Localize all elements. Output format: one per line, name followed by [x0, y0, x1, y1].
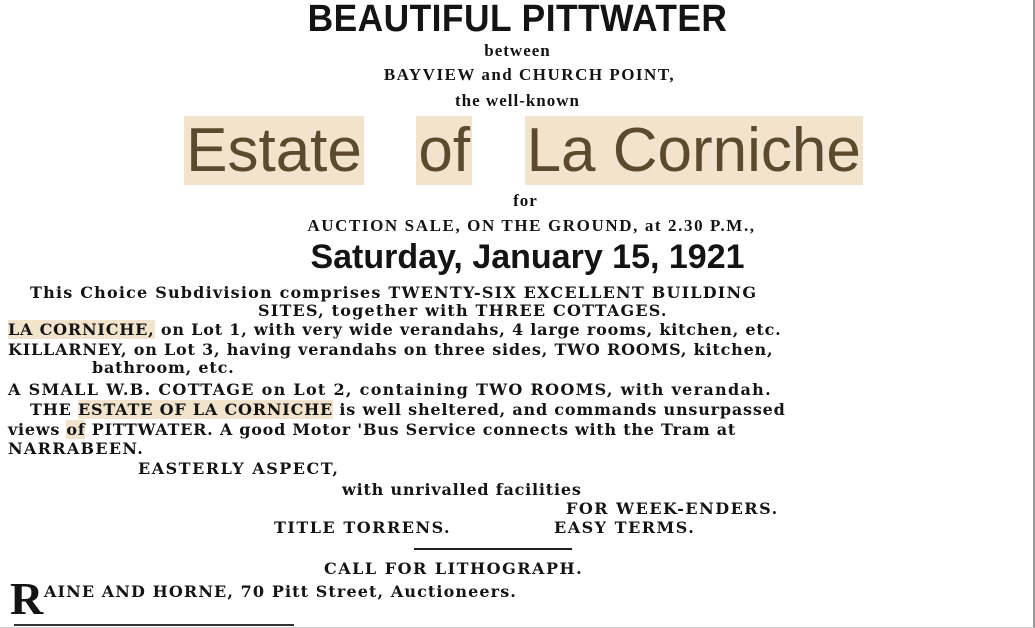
cottage-small-wb: A SMALL W.B. COTTAGE on Lot 2, containing TWO ROOMS, with verandah. [8, 380, 772, 399]
auctioneer-drop-cap: R [10, 573, 44, 624]
estate-title-words-la-corniche: La Corniche [526, 116, 861, 185]
cottage-la-corniche-desc: on Lot 1, with very wide verandahs, 4 large rooms, kitchen, etc. [154, 320, 782, 339]
auctioneer-text: AINE AND HORNE, 70 Pitt Street, Auctioneers. [44, 582, 517, 601]
narrabeen-text: NARRABEEN. [8, 439, 145, 458]
cottage-la-corniche-name: LA CORNICHE, [8, 320, 155, 339]
sheltered-pre: THE [30, 400, 78, 419]
for-text: for [513, 191, 538, 210]
auction-text: AUCTION SALE, ON THE GROUND, at 2.30 P.M., [307, 216, 756, 235]
cottage-killarney-line-1: KILLARNEY, on Lot 3, having verandahs on three sides, TWO ROOMS, kitchen, [8, 340, 774, 359]
easy-terms-text: EASY TERMS. [554, 518, 696, 537]
views-post: PITTWATER. A good Motor 'Bus Service connects with the Tram at [85, 420, 737, 439]
call-lithograph-text: CALL FOR LITHOGRAPH. [324, 559, 584, 578]
divider-rule [414, 548, 572, 550]
auction-date: Saturday, January 15, 1921 [310, 238, 745, 276]
cottage-la-corniche [8, 322, 782, 338]
cottage-killarney-line-2: bathroom, etc. [92, 358, 235, 377]
estate-title [0, 116, 1035, 185]
locations-text: BAYVIEW and CHURCH POINT, [383, 65, 676, 84]
weekenders-text: FOR WEEK-ENDERS. [566, 499, 779, 518]
facilities-text: with unrivalled facilities [342, 480, 582, 499]
sheltered-line [30, 402, 786, 418]
views-pre: views [8, 420, 67, 439]
aspect-text: EASTERLY ASPECT, [138, 459, 340, 478]
title-torrens-text: TITLE TORRENS. [274, 518, 452, 537]
between-text: between [484, 41, 551, 60]
estate-title-word-estate: Estate [186, 116, 362, 185]
subdivision-line-1: This Choice Subdivision comprises TWENTY-SIX EXCELLENT BUILDING [30, 283, 758, 302]
headline: BEAUTIFUL PITTWATER [307, 0, 728, 40]
views-line [8, 422, 736, 438]
sheltered-estate-name: ESTATE OF LA CORNICHE [78, 400, 334, 419]
estate-title-word-of: of [418, 116, 471, 185]
views-highlight: of [66, 420, 86, 439]
sheltered-post: is well sheltered, and commands unsurpassed [333, 400, 786, 419]
subdivision-line-2: SITES, together with THREE COTTAGES. [258, 301, 668, 320]
bottom-rule [14, 624, 294, 626]
well-known-text: the well-known [455, 91, 580, 110]
